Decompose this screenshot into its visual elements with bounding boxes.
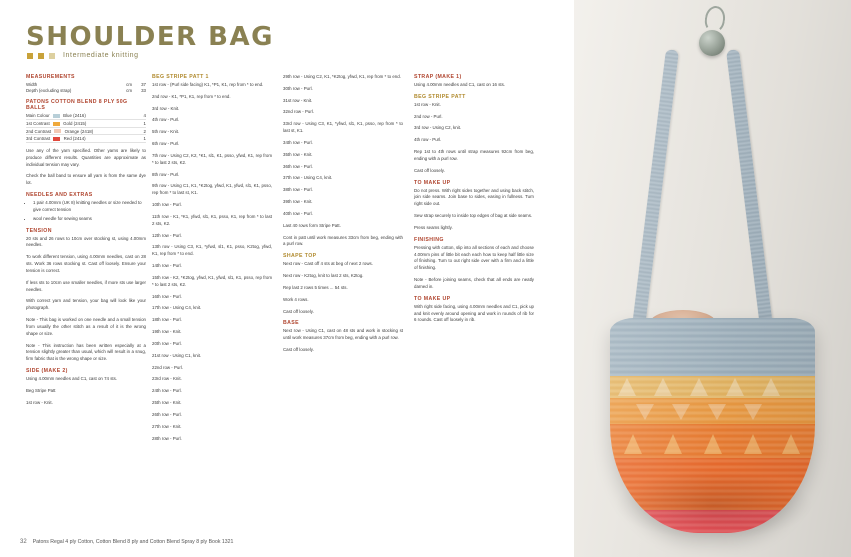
yarn-label: 2nd Contrast Orange (2418): [26, 127, 134, 135]
instruction-row: Cast off loosely.: [283, 347, 314, 353]
instruction-row: 3rd row - Using C2, knit.: [414, 125, 462, 131]
page-footer: [20, 539, 233, 545]
instruction-row: Cast off loosely.: [414, 167, 445, 173]
instruction-row: 6th row - Purl.: [152, 141, 180, 147]
bag-motif-triangle: [704, 434, 722, 454]
instruction-row: 37th row - Using C4, knit.: [283, 175, 333, 181]
instruction-row: 17th row - Using C4, knit.: [152, 305, 202, 311]
instruction-row: Do not press. With right sides together and using back stitch, join side seams. Join base to sides, easing in fullness. Turn right side out.: [414, 187, 534, 207]
instruction-row: 16th row - Purl.: [152, 293, 182, 299]
instruction-row: 2nd row - Purl.: [414, 113, 443, 119]
tension-heading: TENSION: [26, 227, 52, 234]
instruction-row: 31st row - Knit.: [283, 97, 313, 103]
page-number: 32: [20, 539, 27, 545]
skill-square-2: [38, 53, 44, 59]
instruction-row: 9th row - Using C1, K1, *K2tog, yfwd, K1, yfwd, sl1, K1, psso, rep from * to last st, K1.: [152, 183, 272, 196]
instruction-row: Press seams lightly.: [414, 224, 453, 230]
bag-motif-triangle: [654, 378, 672, 396]
instruction-row: With right side facing, using 4.00mm needles and C1, pick up and knit evenly around opening and work in rounds of rib for 6 rounds. Cast off loosely in rib.: [414, 303, 534, 323]
strap-heading: STRAP (MAKE 1): [414, 74, 462, 80]
yarn-label: 1st Contrast Gold (2415): [26, 120, 134, 128]
tension-p6: Note - This instruction has been written especially at a tension slightly greater than usual, which will result in a snug, firm fabric that is the wrong shape or size.: [26, 342, 146, 362]
yarn-count: 2: [134, 127, 146, 135]
yarn-note: Use any of the yarn specified. Other yarns are likely to produce different results. Quantities are approximate as individual tension may vary.: [26, 147, 146, 167]
wall-board: [574, 86, 851, 131]
instruction-row: 35th row - Knit.: [283, 151, 313, 157]
product-photo: [574, 0, 851, 557]
instruction-row: 18th row - Purl.: [152, 317, 182, 323]
instruction-row: Using 4.00mm needles and C1, cast on 16 sts.: [414, 82, 506, 87]
column-1: [26, 74, 146, 411]
measure-value: 37: [141, 82, 146, 88]
measurements-heading: MEASUREMENTS: [26, 74, 75, 80]
bag-motif-triangle: [726, 378, 744, 396]
instruction-row: Note - Before joining seams, check that all ends are neatly darned in.: [414, 277, 534, 289]
skill-square-3: [49, 53, 55, 59]
measure-unit: cm: [126, 82, 132, 88]
column-3: [283, 74, 403, 359]
wall-board: [574, 218, 851, 263]
bag-motif-triangle: [762, 378, 780, 396]
instruction-row: 32nd row - Purl.: [283, 109, 314, 115]
instruction-row: 20th row - Purl.: [152, 340, 182, 346]
bag-motif-triangle: [618, 378, 636, 396]
instruction-row: Next row - Using C1, cast on 48 sts and work in stocking st until work measures 37cm from beg, ending with a purl row.: [283, 328, 403, 341]
yarn-swatch: [53, 114, 60, 118]
column-2: [152, 74, 272, 447]
side-subhead: Beg Stripe Patt: [26, 387, 56, 393]
page-title: SHOULDER BAG: [26, 22, 274, 52]
page-subtitle: Intermediate knitting: [63, 52, 139, 59]
instruction-row: 5th row - Knit.: [152, 129, 180, 135]
instruction-row: 21st row - Using C1, knit.: [152, 352, 202, 358]
instruction-row: 19th row - Knit.: [152, 329, 182, 335]
instruction-row: 40th row - Purl.: [283, 210, 313, 216]
skill-square-1: [27, 53, 33, 59]
tension-p4: With correct yarn and tension, your bag will look like your photograph.: [26, 298, 146, 311]
yarn-swatch: [54, 129, 61, 133]
tension-p2: To work different tension, using 4.00mm needles, cast on 28 sts. Work 36 rows stocking st. Cast off loosely. Ensure your tension is correct.: [26, 254, 146, 273]
instruction-row: 34th row - Purl.: [283, 139, 313, 145]
instruction-row: 38th row - Purl.: [283, 187, 313, 193]
bag-band-gold: [610, 376, 815, 398]
tension-p1: 20 sts and 26 rows to 10cm over stocking st, using 4.00mm needles.: [26, 235, 146, 248]
yarn-count: 4: [134, 113, 146, 120]
instruction-row: 10th row - Purl.: [152, 202, 182, 208]
measurements-table: [26, 82, 146, 94]
difficulty-row: [27, 52, 139, 59]
instruction-row: Rep 1st to 4th rows until strap measures 92cm from beg, ending with a purl row.: [414, 149, 534, 161]
instruction-row: 11th row - K1, *K1, yfwd, sl1, K1, psso, K1, rep from * to last 2 sts, K2.: [152, 213, 272, 226]
wall-board: [574, 262, 851, 307]
instruction-row: 4th row - Purl.: [414, 137, 442, 143]
instruction-row: Sew strap securely to inside top edges of bag at side seams.: [414, 213, 533, 219]
instruction-row: 39th row - Knit.: [283, 199, 313, 205]
wall-board: [574, 130, 851, 175]
instruction-row: 28th row - Purl.: [152, 435, 182, 441]
instruction-row: Work 4 rows.: [283, 296, 309, 302]
list-item: • 1 pair 4.00mm (UK 8) knitting needles or size needed to give correct tension: [33, 200, 146, 214]
bag-motif-triangle: [664, 434, 682, 454]
to-make-up-heading: TO MAKE UP: [414, 179, 451, 186]
footer-credit: Patons Regal 4 ply Cotton, Cotton Blend 8 ply and Cotton Blend Spray 8 ply Book 1321: [32, 539, 234, 545]
measure-label: Depth (excluding strap): [26, 88, 72, 94]
tension-p3: If less sts to 10cm use smaller needles, if more sts use larger needles.: [26, 279, 146, 292]
bag-band-blue: [610, 318, 815, 376]
instruction-row: 23rd row - Knit.: [152, 376, 182, 382]
yarn-note-2: Check the ball band to ensure all yarn is from the same dye lot.: [26, 173, 146, 186]
instruction-row: 13th row - Using C3, K1, *yfwd, sl1, K1, psso, K2tog, yfwd, K1, rep from * to end.: [152, 244, 272, 257]
instruction-row: 14th row - Purl.: [152, 263, 182, 269]
bag-motif-triangle: [782, 434, 800, 454]
instruction-row: 36th row - Purl.: [283, 163, 313, 169]
instruction-row: Pressing with cotton, slip into all sections of each and choose 4.00mm pins of little bit each each how to keep half little size of finishing. Turn to out right side over with a firm and a little of finishing.: [414, 244, 534, 271]
bag-motif-triangle: [636, 404, 654, 420]
finishing-heading: FINISHING: [414, 236, 444, 243]
instruction-row: 25th row - Knit.: [152, 400, 182, 406]
instruction-row: 1st row - (Purl side facing) K1, *P1, K1, rep from * to end.: [152, 82, 264, 87]
table-row: [26, 127, 146, 135]
side-rows: 1st row - Knit.: [26, 399, 53, 405]
yarn-count: 1: [134, 120, 146, 128]
instruction-row: Last 40 rows form Stripe Patt.: [283, 222, 341, 228]
instruction-row: Next row - Cast off 4 sts at beg of next 2 rows.: [283, 261, 373, 267]
instruction-row: 27th row - Knit.: [152, 423, 182, 429]
strap-stripe-heading: BEG STRIPE PATT: [414, 93, 466, 100]
bag-motif-triangle: [672, 404, 690, 420]
yarn-swatch: [53, 137, 60, 141]
table-row: [26, 135, 146, 143]
side-text: Using 4.00mm needles and C1, cast on 74 sts.: [26, 375, 118, 381]
tension-p5: Note - This bag is worked on one needle and a small tension from usually the other stitch as a result of it is the wrong shape or size.: [26, 317, 146, 336]
bag-motif-triangle: [624, 434, 642, 454]
instruction-row: Rep last 2 rows 5 times ... 54 sts.: [283, 284, 348, 290]
measure-label: Width: [26, 82, 38, 88]
instruction-row: 4th row - Purl.: [152, 117, 180, 123]
table-row: [26, 113, 146, 120]
table-row: [26, 120, 146, 128]
stripe-patt-heading: BEG STRIPE PATT 1: [152, 74, 209, 80]
needles-list: [26, 200, 146, 222]
yarn-heading: PATONS COTTON BLEND 8 PLY 50G BALLS: [26, 98, 128, 111]
list-item: • wool needle for sewing seams: [33, 216, 146, 223]
instruction-row: 7th row - Using C2, K2, *K1, sl1, K1, psso, yfwd, K1, rep from * to last 2 sts, K2.: [152, 152, 272, 165]
bag-motif-triangle: [690, 378, 708, 396]
yarn-label: 3rd Contrast Red (2414): [26, 135, 134, 143]
needles-heading: NEEDLES AND EXTRAS: [26, 192, 93, 199]
instruction-row: 33rd row - Using C3, K1, *yfwd, sl1, K1, psso, rep from * to last st, K1.: [283, 121, 403, 134]
table-row: [26, 88, 146, 94]
instruction-row: 2nd row - K1, *P1, K1, rep from * to end.: [152, 93, 231, 99]
instruction-row: Cast off loosely.: [283, 308, 314, 314]
yarn-swatch: [53, 122, 60, 126]
bag-motif-triangle: [744, 434, 762, 454]
to-make-up-heading-2: TO MAKE UP: [414, 295, 451, 302]
instruction-row: 22nd row - Purl.: [152, 364, 183, 370]
instruction-row: 29th row - Using C2, K1, *K2tog, yfwd, K1, rep from * to end.: [283, 74, 401, 79]
measure-unit: cm: [126, 88, 132, 94]
instruction-row: 26th row - Purl.: [152, 411, 182, 417]
bag-motif-triangle: [744, 404, 762, 420]
instruction-row: Cont in patt until work measures 33cm from beg, ending with a purl row.: [283, 234, 403, 247]
instruction-row: 15th row - K2, *K2tog, yfwd, K1, yfwd, sl1, K1, psso, rep from * to last 2 sts, K2.: [152, 274, 272, 287]
base-heading: BASE: [283, 320, 300, 327]
shape-top-heading: SHAPE TOP: [283, 253, 317, 260]
instruction-row: 24th row - Purl.: [152, 388, 182, 394]
instruction-row: 8th row - Purl.: [152, 171, 180, 177]
bag-motif-triangle: [708, 404, 726, 420]
wall-board: [574, 174, 851, 219]
instruction-row: 1st row - Knit.: [414, 101, 441, 107]
bag-shadow: [614, 470, 814, 540]
instruction-row: 3rd row - Knit.: [152, 105, 180, 111]
door-knob: [699, 30, 725, 56]
yarn-label: Main Colour Blue (2416): [26, 113, 134, 120]
yarn-table: [26, 113, 146, 143]
instruction-row: 30th row - Purl.: [283, 85, 313, 91]
instruction-row: Next row - K2tog, knit to last 2 sts, K2tog.: [283, 273, 364, 279]
measure-value: 33: [141, 88, 146, 94]
column-4: [414, 74, 534, 329]
side-heading: SIDE (MAKE 2): [26, 367, 68, 374]
instruction-row: 12th row - Purl.: [152, 232, 182, 238]
yarn-count: 1: [134, 135, 146, 143]
